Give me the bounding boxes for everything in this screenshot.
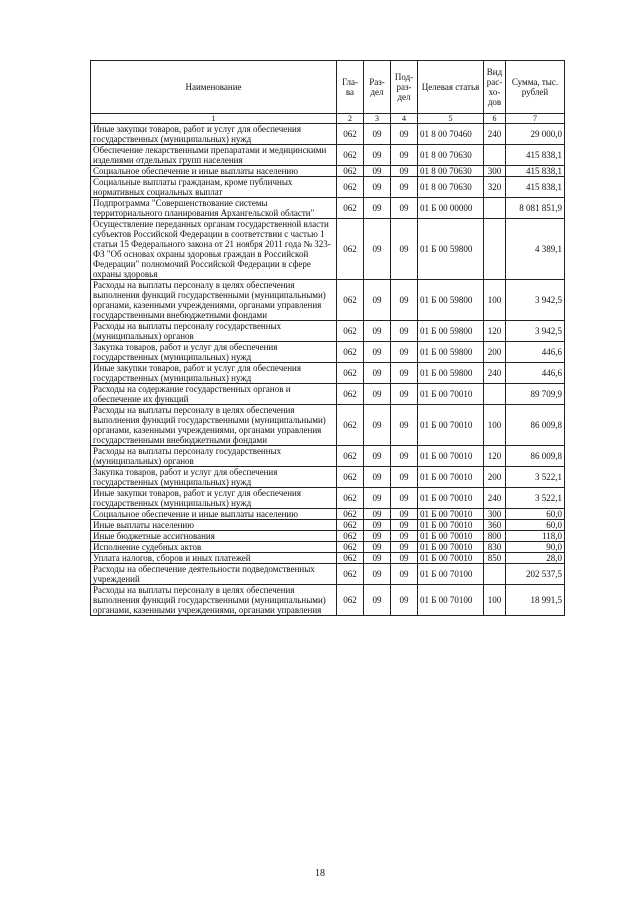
cell-glava: 062 (337, 467, 364, 488)
table-row (91, 542, 565, 553)
cell-glava: 062 (337, 585, 364, 616)
cell-name: Закупка товаров, работ и услуг для обеспечения государственных (муниципальных) нужд (91, 467, 337, 488)
cell-target: 01 Б 00 70010 (418, 467, 484, 488)
cell-name: Подпрограмма "Совершенствование системы территориального планирования Архангельской области" (91, 198, 337, 219)
cell-razdel: 09 (364, 405, 391, 446)
cell-glava: 062 (337, 177, 364, 198)
cell-vid: 240 (484, 363, 506, 384)
cell-razdel: 09 (364, 553, 391, 564)
header-razdel: Раз-дел (364, 61, 391, 114)
table-row (91, 145, 565, 166)
cell-sum: 60,0 (506, 520, 565, 531)
cell-vid: 300 (484, 509, 506, 520)
cell-name: Иные закупки товаров, работ и услуг для обеспечения государственных (муниципальных) нужд (91, 124, 337, 145)
cell-name: Обеспечение лекарственными препаратами и медицинскими изделиями отдельных групп населения (91, 145, 337, 166)
cell-podrazdel: 09 (391, 280, 418, 321)
cell-razdel: 09 (364, 488, 391, 509)
cell-podrazdel: 09 (391, 467, 418, 488)
cell-target: 01 Б 00 70010 (418, 384, 484, 405)
cell-sum: 3 942,5 (506, 321, 565, 342)
cell-razdel: 09 (364, 585, 391, 616)
cell-vid: 100 (484, 585, 506, 616)
cell-razdel: 09 (364, 564, 391, 585)
cell-glava: 062 (337, 384, 364, 405)
cell-name: Иные закупки товаров, работ и услуг для обеспечения государственных (муниципальных) нужд (91, 488, 337, 509)
table-row (91, 553, 565, 564)
cell-sum: 29 000,0 (506, 124, 565, 145)
table-row (91, 585, 565, 616)
cell-name: Расходы на содержание государственных органов и обеспечение их функций (91, 384, 337, 405)
cell-glava: 062 (337, 542, 364, 553)
cell-podrazdel: 09 (391, 384, 418, 405)
cell-podrazdel: 09 (391, 446, 418, 467)
cell-sum: 60,0 (506, 509, 565, 520)
table-row (91, 321, 565, 342)
cell-target: 01 Б 00 70010 (418, 553, 484, 564)
cell-sum: 446,6 (506, 363, 565, 384)
cell-podrazdel: 09 (391, 166, 418, 177)
table-row (91, 177, 565, 198)
cell-podrazdel: 09 (391, 342, 418, 363)
cell-vid: 120 (484, 321, 506, 342)
column-number: 2 (337, 114, 364, 124)
column-number: 6 (484, 114, 506, 124)
cell-vid (484, 564, 506, 585)
cell-vid: 240 (484, 488, 506, 509)
table-row (91, 166, 565, 177)
cell-name: Расходы на обеспечение деятельности подведомственных учреждений (91, 564, 337, 585)
cell-sum: 86 009,8 (506, 446, 565, 467)
table-row (91, 509, 565, 520)
cell-name: Расходы на выплаты персоналу государственных (муниципальных) органов (91, 321, 337, 342)
cell-target: 01 Б 00 70010 (418, 520, 484, 531)
cell-glava: 062 (337, 198, 364, 219)
cell-razdel: 09 (364, 520, 391, 531)
cell-vid (484, 384, 506, 405)
cell-glava: 062 (337, 280, 364, 321)
cell-name: Осуществление переданных органам государственной власти субъектов Российской Федерации в соответствии с частью 1 статьи 15 Федерального закона от 21 ноября 2011 года № 323-ФЗ "Об основах охраны здоровья граждан в Российской Федерации" полномочий Российской Федерации в сфере охраны здоровья (91, 219, 337, 280)
cell-name: Социальное обеспечение и иные выплаты населению (91, 166, 337, 177)
cell-target: 01 8 00 70630 (418, 166, 484, 177)
cell-name: Иные закупки товаров, работ и услуг для обеспечения государственных (муниципальных) нужд (91, 363, 337, 384)
cell-name: Уплата налогов, сборов и иных платежей (91, 553, 337, 564)
cell-target: 01 Б 00 59800 (418, 321, 484, 342)
cell-razdel: 09 (364, 542, 391, 553)
cell-glava: 062 (337, 488, 364, 509)
cell-vid: 200 (484, 467, 506, 488)
header-row (91, 61, 565, 114)
cell-sum: 3 522,1 (506, 467, 565, 488)
cell-name: Расходы на выплаты персоналу в целях обеспечения выполнения функций государственными (муниципальными) органами, казенными учреждениями, органами управления государственными внебюджетными фондами (91, 280, 337, 321)
cell-razdel: 09 (364, 166, 391, 177)
cell-target: 01 Б 00 70100 (418, 585, 484, 616)
cell-name: Социальное обеспечение и иные выплаты населению (91, 509, 337, 520)
cell-podrazdel: 09 (391, 145, 418, 166)
column-number: 3 (364, 114, 391, 124)
cell-vid (484, 145, 506, 166)
cell-glava: 062 (337, 509, 364, 520)
cell-sum: 28,0 (506, 553, 565, 564)
cell-vid: 850 (484, 553, 506, 564)
cell-podrazdel: 09 (391, 520, 418, 531)
cell-glava: 062 (337, 405, 364, 446)
header-vid: Вид рас-хо-дов (484, 61, 506, 114)
cell-vid: 360 (484, 520, 506, 531)
cell-razdel: 09 (364, 321, 391, 342)
cell-vid (484, 219, 506, 280)
cell-glava: 062 (337, 124, 364, 145)
table-row (91, 384, 565, 405)
table-row (91, 467, 565, 488)
cell-podrazdel: 09 (391, 219, 418, 280)
table-row (91, 198, 565, 219)
cell-target: 01 Б 00 70010 (418, 531, 484, 542)
cell-sum: 202 537,5 (506, 564, 565, 585)
cell-glava: 062 (337, 520, 364, 531)
cell-vid: 800 (484, 531, 506, 542)
table-row (91, 342, 565, 363)
cell-vid: 300 (484, 166, 506, 177)
cell-target: 01 Б 00 59800 (418, 363, 484, 384)
cell-glava: 062 (337, 321, 364, 342)
cell-target: 01 Б 00 59800 (418, 219, 484, 280)
cell-target: 01 8 00 70630 (418, 177, 484, 198)
cell-razdel: 09 (364, 124, 391, 145)
cell-glava: 062 (337, 166, 364, 177)
cell-razdel: 09 (364, 198, 391, 219)
table-row (91, 219, 565, 280)
cell-vid: 120 (484, 446, 506, 467)
table-row (91, 520, 565, 531)
cell-podrazdel: 09 (391, 363, 418, 384)
header-name: Наименование (91, 61, 337, 114)
cell-sum: 415 838,1 (506, 177, 565, 198)
cell-name: Закупка товаров, работ и услуг для обеспечения государственных (муниципальных) нужд (91, 342, 337, 363)
cell-target: 01 Б 00 59800 (418, 280, 484, 321)
cell-glava: 062 (337, 553, 364, 564)
cell-glava: 062 (337, 145, 364, 166)
table-row (91, 124, 565, 145)
cell-vid: 240 (484, 124, 506, 145)
cell-target: 01 Б 00 70010 (418, 405, 484, 446)
cell-name: Социальные выплаты гражданам, кроме публичных нормативных социальных выплат (91, 177, 337, 198)
cell-sum: 8 081 851,9 (506, 198, 565, 219)
column-number: 5 (418, 114, 484, 124)
cell-sum: 18 991,5 (506, 585, 565, 616)
cell-podrazdel: 09 (391, 321, 418, 342)
cell-sum: 3 942,5 (506, 280, 565, 321)
cell-podrazdel: 09 (391, 542, 418, 553)
cell-target: 01 Б 00 00000 (418, 198, 484, 219)
cell-podrazdel: 09 (391, 553, 418, 564)
cell-razdel: 09 (364, 446, 391, 467)
cell-vid (484, 198, 506, 219)
cell-target: 01 Б 00 59800 (418, 342, 484, 363)
column-number: 7 (506, 114, 565, 124)
cell-target: 01 Б 00 70010 (418, 488, 484, 509)
cell-razdel: 09 (364, 509, 391, 520)
cell-sum: 89 709,9 (506, 384, 565, 405)
table-row (91, 405, 565, 446)
column-number: 4 (391, 114, 418, 124)
cell-glava: 062 (337, 564, 364, 585)
cell-vid: 830 (484, 542, 506, 553)
page-number: 18 (315, 868, 325, 879)
table-row (91, 564, 565, 585)
cell-glava: 062 (337, 363, 364, 384)
cell-name: Расходы на выплаты персоналу в целях обеспечения выполнения функций государственными (муниципальными) органами, казенными учреждениями, органами управления (91, 585, 337, 616)
cell-glava: 062 (337, 219, 364, 280)
header-target: Целевая статья (418, 61, 484, 114)
cell-sum: 3 522,1 (506, 488, 565, 509)
cell-razdel: 09 (364, 280, 391, 321)
cell-glava: 062 (337, 446, 364, 467)
cell-glava: 062 (337, 342, 364, 363)
cell-podrazdel: 09 (391, 124, 418, 145)
column-number-row (91, 114, 565, 124)
table-row (91, 446, 565, 467)
cell-target: 01 8 00 70630 (418, 145, 484, 166)
cell-target: 01 8 00 70460 (418, 124, 484, 145)
cell-name: Расходы на выплаты персоналу в целях обеспечения выполнения функций государственными (муниципальными) органами, казенными учреждениями, органами управления государственными внебюджетными фондами (91, 405, 337, 446)
cell-sum: 90,0 (506, 542, 565, 553)
cell-razdel: 09 (364, 342, 391, 363)
cell-podrazdel: 09 (391, 564, 418, 585)
table-body (91, 124, 565, 616)
cell-target: 01 Б 00 70010 (418, 446, 484, 467)
cell-razdel: 09 (364, 363, 391, 384)
column-number: 1 (91, 114, 337, 124)
cell-podrazdel: 09 (391, 405, 418, 446)
cell-podrazdel: 09 (391, 488, 418, 509)
cell-podrazdel: 09 (391, 531, 418, 542)
budget-table (90, 60, 565, 616)
cell-vid: 100 (484, 405, 506, 446)
cell-sum: 446,6 (506, 342, 565, 363)
cell-razdel: 09 (364, 531, 391, 542)
cell-razdel: 09 (364, 467, 391, 488)
cell-vid: 320 (484, 177, 506, 198)
cell-podrazdel: 09 (391, 177, 418, 198)
header-sum: Сумма, тыс. рублей (506, 61, 565, 114)
cell-razdel: 09 (364, 177, 391, 198)
cell-vid: 100 (484, 280, 506, 321)
table-row (91, 531, 565, 542)
cell-sum: 415 838,1 (506, 145, 565, 166)
cell-podrazdel: 09 (391, 198, 418, 219)
cell-name: Иные бюджетные ассигнования (91, 531, 337, 542)
cell-sum: 4 389,1 (506, 219, 565, 280)
cell-name: Иные выплаты населению (91, 520, 337, 531)
cell-glava: 062 (337, 531, 364, 542)
header-glava: Гла-ва (337, 61, 364, 114)
cell-target: 01 Б 00 70010 (418, 509, 484, 520)
header-podrazdel: Под-раз-дел (391, 61, 418, 114)
cell-razdel: 09 (364, 219, 391, 280)
cell-vid: 200 (484, 342, 506, 363)
table-row (91, 488, 565, 509)
cell-name: Расходы на выплаты персоналу государственных (муниципальных) органов (91, 446, 337, 467)
cell-name: Исполнение судебных актов (91, 542, 337, 553)
cell-sum: 118,0 (506, 531, 565, 542)
table-row (91, 280, 565, 321)
cell-sum: 86 009,8 (506, 405, 565, 446)
table-row (91, 363, 565, 384)
cell-razdel: 09 (364, 384, 391, 405)
cell-target: 01 Б 00 70100 (418, 564, 484, 585)
cell-razdel: 09 (364, 145, 391, 166)
cell-podrazdel: 09 (391, 585, 418, 616)
cell-target: 01 Б 00 70010 (418, 542, 484, 553)
cell-podrazdel: 09 (391, 509, 418, 520)
cell-sum: 415 838,1 (506, 166, 565, 177)
